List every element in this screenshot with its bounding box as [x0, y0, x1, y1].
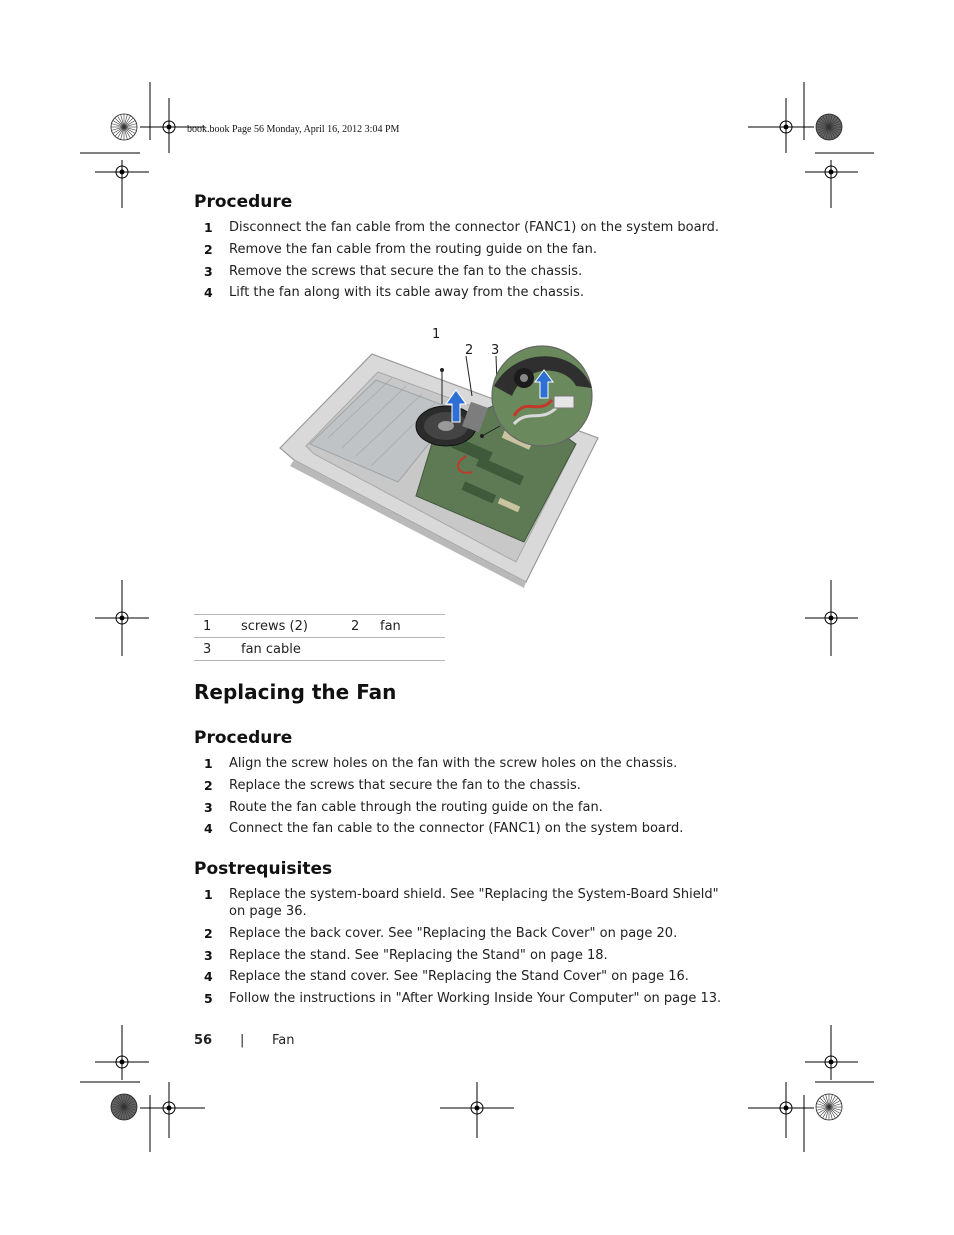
procedure-heading: Procedure	[194, 728, 293, 748]
legend-number: 3	[194, 638, 241, 661]
legend-number: 2	[351, 615, 380, 638]
callout-3: 3	[491, 343, 500, 358]
footer-section: Fan	[272, 1033, 295, 1048]
page-footer	[194, 1033, 295, 1048]
list-item: 2 Replace the back cover. See "Replacing the Back Cover" on page 20.	[204, 925, 678, 941]
procedure-heading: Procedure	[194, 192, 293, 212]
list-item: 3 Replace the stand. See "Replacing the Stand" on page 18.	[204, 947, 608, 963]
list-item: 1 Align the screw holes on the fan with the screw holes on the chassis.	[204, 756, 678, 771]
legend-label	[380, 638, 445, 661]
callout-legend-table	[194, 614, 445, 661]
callout-2: 2	[465, 343, 474, 358]
legend-number: 1	[194, 615, 241, 638]
legend-number	[351, 638, 380, 661]
list-item: 3 Route the fan cable through the routing guide on the fan.	[204, 799, 603, 815]
fan-removal-illustration	[276, 326, 606, 588]
legend-label: fan	[380, 615, 445, 638]
list-item: 4 Lift the fan along with its cable away from the chassis.	[204, 285, 585, 301]
table-row	[194, 638, 445, 661]
list-item: 4 Connect the fan cable to the connector (FANC1) on the system board.	[204, 821, 684, 837]
legend-label: screws (2)	[241, 615, 351, 638]
postrequisites-steps	[194, 886, 734, 1012]
list-item: 5 Follow the instructions in "After Working Inside Your Computer" on page 13.	[204, 991, 722, 1007]
footer-separator: |	[240, 1033, 245, 1048]
list-item: 2 Replace the screws that secure the fan to the chassis.	[204, 777, 581, 793]
list-item: 1 Replace the system-board shield. See "Replacing the System-Board Shield" on page 36.	[204, 887, 719, 919]
procedure-steps	[194, 219, 754, 306]
list-item: 3 Remove the screws that secure the fan to the chassis.	[204, 263, 583, 279]
section-title: Replacing the Fan	[194, 680, 397, 704]
print-slug: book.book Page 56 Monday, April 16, 2012 3:04 PM	[187, 124, 400, 135]
callout-1: 1	[432, 327, 441, 342]
postrequisites-heading: Postrequisites	[194, 859, 333, 879]
legend-label: fan cable	[241, 638, 351, 661]
table-row	[194, 615, 445, 638]
list-item: 1 Disconnect the fan cable from the connector (FANC1) on the system board.	[204, 220, 720, 235]
page-number: 56	[194, 1033, 213, 1048]
list-item: 4 Replace the stand cover. See "Replacing the Stand Cover" on page 16.	[204, 969, 689, 985]
procedure-steps	[194, 755, 754, 842]
list-item: 2 Remove the fan cable from the routing guide on the fan.	[204, 241, 598, 257]
